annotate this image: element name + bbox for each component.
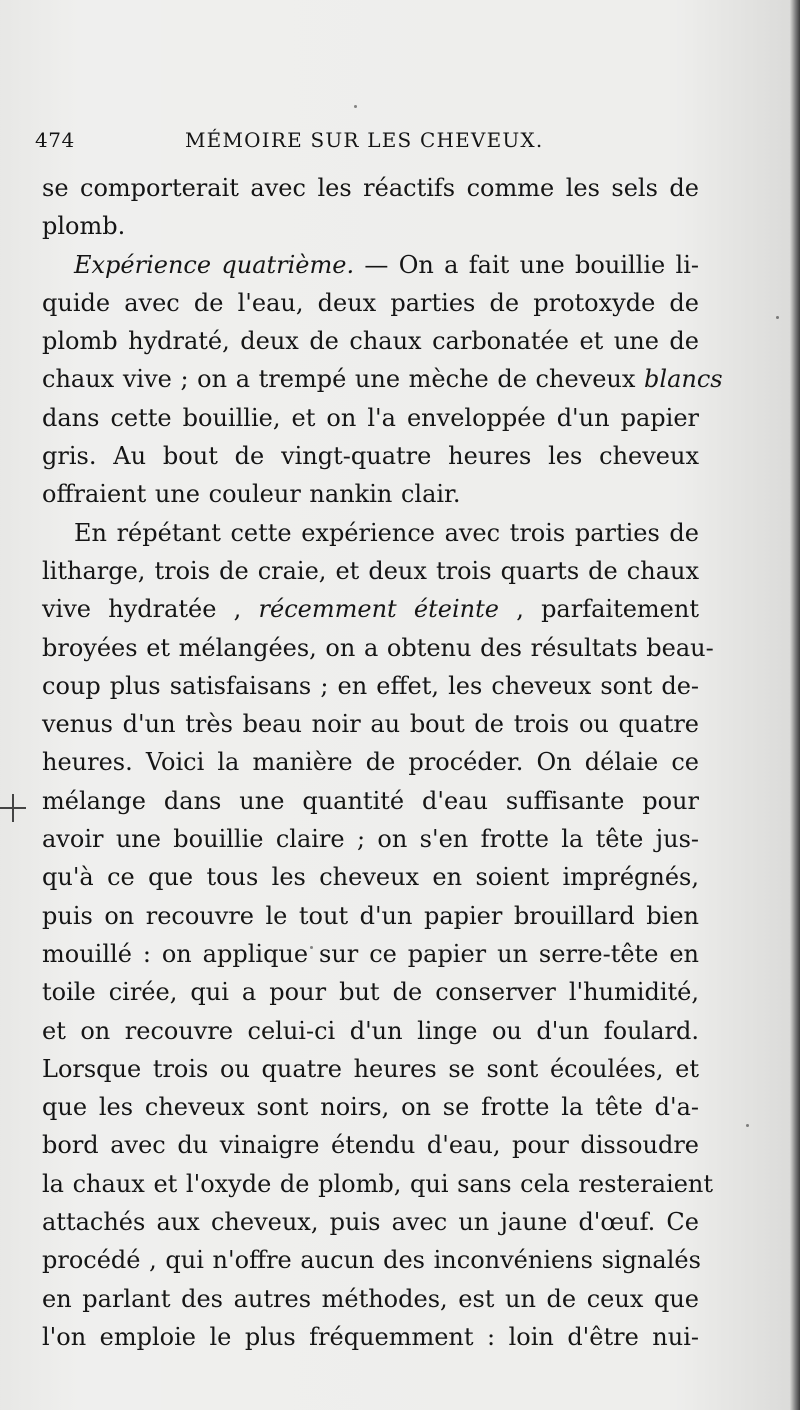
text-line	[42, 360, 723, 398]
paper-speck	[310, 946, 313, 949]
text-fragment: se comporterait avec les réactifs comme les sels de	[42, 174, 699, 202]
text-fragment: bord avec du vinaigre étendu d'eau, pour dissoudre	[42, 1131, 699, 1160]
text-line	[42, 246, 699, 284]
text-fragment: en parlant des autres méthodes, est un de ceux que	[42, 1284, 699, 1313]
text-line	[42, 1318, 699, 1356]
text-fragment: mouillé : on applique sur ce papier un serre-tête en	[42, 939, 699, 968]
text-line	[42, 935, 699, 973]
text-line	[42, 705, 699, 743]
text-line	[42, 1012, 699, 1050]
text-line	[42, 782, 699, 820]
text-fragment: mélange dans une quantité d'eau suffisante pour	[42, 786, 699, 815]
paper-speck	[354, 105, 357, 108]
text-fragment: quide avec de l'eau, deux parties de protoxyde de	[42, 288, 699, 317]
text-line	[42, 437, 699, 475]
text-fragment: l'on emploie le plus fréquemment : loin d'être nui-	[42, 1322, 699, 1351]
text-fragment: , parfaitement	[498, 595, 699, 624]
text-fragment: attachés aux cheveux, puis avec un jaune d'œuf. Ce	[42, 1208, 699, 1237]
text-line	[42, 514, 699, 552]
text-line	[42, 552, 699, 590]
text-fragment: litharge, trois de craie, et deux trois quarts de chaux	[42, 556, 699, 585]
running-title: MÉMOIRE SUR LES CHEVEUX.	[185, 128, 544, 152]
text-line	[42, 1241, 699, 1279]
text-fragment: gris. Au bout de vingt-quatre heures les cheveux	[42, 442, 699, 471]
text-fragment: plomb.	[42, 212, 126, 241]
text-line	[42, 858, 699, 896]
book-gutter-shadow	[790, 0, 800, 1410]
body-text	[42, 169, 723, 1356]
text-fragment: Lorsque trois ou quatre heures se sont écoulées, et	[42, 1054, 699, 1083]
text-fragment: broyées et mélangées, on a obtenu des résultats beau-	[42, 633, 714, 662]
text-line	[42, 399, 699, 437]
text-fragment: heures. Voici la manière de procéder. On délaie ce	[42, 748, 699, 777]
text-line	[42, 322, 699, 360]
text-line	[42, 590, 699, 628]
text-fragment: et on recouvre celui-ci d'un linge ou d'un foulard.	[42, 1016, 699, 1045]
text-fragment: chaux vive ; on a trempé une mèche de cheveux	[42, 365, 645, 394]
text-line	[42, 1165, 714, 1203]
text-fragment: coup plus satisfaisans ; en effet, les cheveux sont de-	[42, 671, 699, 700]
text-fragment: dans cette bouillie, et on l'a enveloppée d'un papier	[42, 403, 699, 432]
text-line	[42, 1126, 699, 1164]
text-fragment: puis on recouvre le tout d'un papier brouillard bien	[42, 901, 699, 930]
text-line	[42, 629, 714, 667]
text-line	[42, 475, 699, 513]
margin-cross-mark	[0, 794, 26, 822]
page-header	[35, 128, 755, 160]
italic-text-fragment: récemment éteinte	[258, 595, 499, 624]
text-fragment: que les cheveux sont noirs, on se frotte la tête d'a-	[42, 1093, 699, 1122]
text-line	[42, 1050, 699, 1088]
text-line	[42, 743, 699, 781]
page-number: 474	[35, 128, 75, 152]
text-fragment: offraient une couleur nankin clair.	[42, 480, 461, 509]
text-line	[42, 897, 699, 935]
text-line	[42, 667, 699, 705]
paper-speck	[776, 316, 779, 319]
text-fragment: la chaux et l'oxyde de plomb, qui sans cela resteraient	[42, 1169, 714, 1198]
italic-text-fragment: blancs	[644, 365, 723, 394]
italic-text-fragment: Expérience quatrième.	[74, 250, 355, 279]
text-line	[42, 1088, 699, 1126]
text-line	[42, 207, 699, 245]
text-line	[42, 1280, 699, 1318]
text-fragment: vive hydratée ,	[42, 595, 259, 624]
text-line	[42, 1203, 699, 1241]
paper-speck	[746, 1124, 749, 1127]
text-fragment: — On a fait une bouillie li-	[354, 250, 700, 279]
text-fragment: procédé , qui n'offre aucun des inconvéniens signalés	[42, 1246, 701, 1275]
text-fragment: venus d'un très beau noir au bout de trois ou quatre	[42, 710, 699, 739]
text-fragment: En répétant cette expérience avec trois parties de	[74, 518, 699, 547]
text-line	[42, 284, 699, 322]
text-fragment: toile cirée, qui a pour but de conserver l'humidité,	[42, 978, 699, 1007]
text-fragment: avoir une bouillie claire ; on s'en frotte la tête jus-	[42, 825, 699, 854]
text-line	[42, 169, 699, 207]
text-line	[42, 973, 699, 1011]
text-fragment: qu'à ce que tous les cheveux en soient imprégnés,	[42, 863, 699, 892]
text-line	[42, 820, 699, 858]
text-fragment: plomb hydraté, deux de chaux carbonatée et une de	[42, 327, 699, 356]
